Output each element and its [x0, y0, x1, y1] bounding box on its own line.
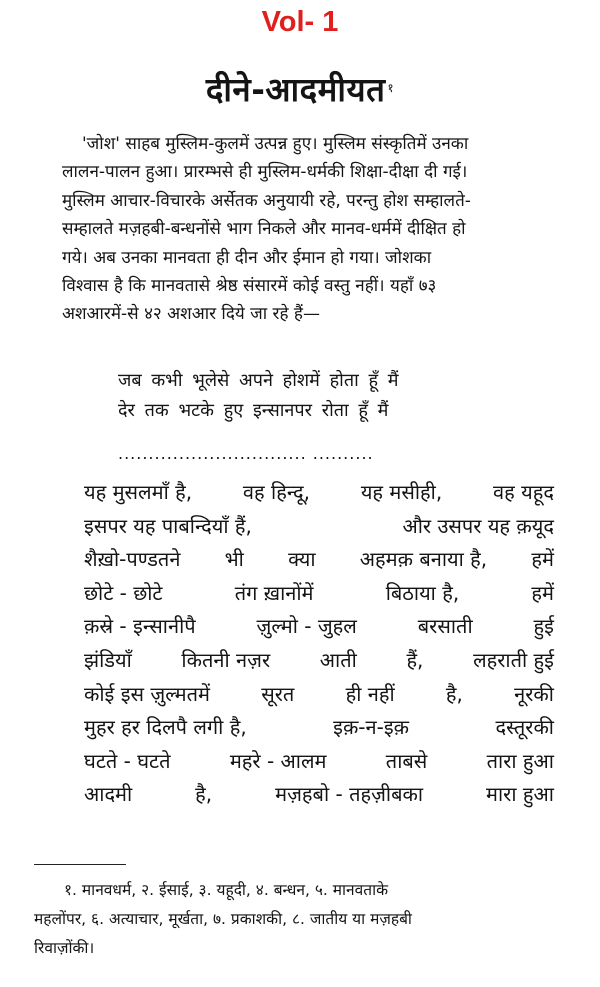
- poem-segment: क्या: [288, 547, 316, 572]
- poem-segment: यह मसीही,: [360, 480, 443, 504]
- intro-line: 'जोश' साहब मुस्लिम-कुलमें उत्पन्न हुए। मुस्लिम संस्कृतिमें उनका: [82, 134, 469, 154]
- poem-segment: आदमी: [84, 782, 133, 807]
- poem-line: [84, 476, 554, 510]
- poem-segment: मारा हुआ: [486, 782, 554, 807]
- poem-line: [84, 610, 554, 644]
- poem-segment: कोई इस ज़ुल्मतमें: [84, 681, 210, 706]
- footnote-line: महलोंपर, ६. अत्याचार, मूर्खता, ७. प्रकाशकी, ८. जातीय या मज़हबी: [34, 910, 412, 928]
- poem-segment: ताबसे: [385, 748, 428, 773]
- poem-segment: तंग ख़ानोंमें: [234, 580, 314, 605]
- poem-segment: ज़ुल्मो - जुहल: [256, 614, 357, 639]
- poem-segment: है,: [195, 782, 213, 807]
- poem-segment: आती: [319, 647, 357, 672]
- poem-line: [84, 678, 554, 712]
- intro-paragraph: [62, 130, 582, 329]
- poem-segment: कितनी नज़र: [181, 647, 271, 672]
- poem-line: [84, 745, 554, 779]
- poem-segment: नूरकी: [514, 681, 554, 706]
- page-title: [0, 66, 600, 114]
- poem-line: [84, 543, 554, 577]
- poem-segment: वह हिन्दू,: [242, 480, 310, 504]
- poem-segment: यह मुसलमाँ है,: [84, 480, 193, 504]
- intro-line: लालन-पालन हुआ। प्रारम्भसे ही मुस्लिम-धर्मकी शिक्षा-दीक्षा दी गई।: [62, 162, 468, 183]
- poem-segment: शैख़ो-पण्डतने: [84, 547, 181, 572]
- intro-line: अशआरमें-से ४२ अशआर दिये जा रहे हैं—: [62, 304, 320, 325]
- opening-couplet: [118, 366, 538, 426]
- poem-segment: सूरत: [261, 681, 295, 706]
- poem-segment: लहराती हुई: [473, 647, 554, 672]
- poem-segment: दस्तूरकी: [495, 715, 554, 740]
- title-text: दीने-आदमीयत: [205, 70, 386, 109]
- poem-line: [84, 510, 554, 544]
- poem-segment: बरसाती: [417, 614, 473, 639]
- poem-segment: हमें: [531, 547, 554, 572]
- poem-line: [84, 644, 554, 678]
- poem-segment: ही नहीं: [345, 681, 395, 706]
- poem-verses: [84, 476, 554, 812]
- footnote-line: १. मानवधर्म, २. ईसाई, ३. यहूदी, ४. बन्धन, ५. मानवताके: [64, 881, 389, 899]
- intro-line: गये। अब उनका मानवता ही दीन और ईमान हो गया। जोशका: [62, 247, 432, 268]
- poem-line: [84, 577, 554, 611]
- couplet-line: देर तक भटके हुए इन्सानपर रोता हूँ मैं: [118, 400, 389, 421]
- section-separator: ............................... ..........: [118, 444, 374, 463]
- poem-line: [84, 711, 554, 745]
- poem-segment: महरे - आलम: [229, 748, 327, 773]
- poem-line: [84, 778, 554, 812]
- poem-segment: और उसपर यह क़यूद: [402, 513, 554, 538]
- volume-label: Vol- 1: [261, 6, 339, 38]
- poem-segment: हमें: [531, 580, 554, 605]
- intro-line: विश्वास है कि मानवतासे श्रेष्ठ संसारमें कोई वस्तु नहीं। यहाँ ७३: [62, 276, 437, 297]
- poem-segment: छोटे - छोटे: [84, 580, 163, 605]
- poem-segment: हैं,: [406, 647, 424, 672]
- poem-segment: हुई: [533, 614, 554, 639]
- poem-segment: झंडियाँ: [84, 647, 132, 672]
- poem-segment: मुहर हर दिलपै लगी है,: [84, 715, 247, 740]
- couplet-line: जब कभी भूलेसे अपने होशमें होता हूँ मैं: [118, 370, 399, 391]
- poem-segment: है,: [445, 681, 463, 706]
- intro-line: सम्हालते मज़हबी-बन्धनोंसे भाग निकले और मानव-धर्ममें दीक्षित हो: [62, 219, 466, 240]
- title-footnote-mark: १: [387, 81, 395, 95]
- poem-segment: भी: [224, 547, 244, 572]
- poem-segment: तारा हुआ: [486, 748, 554, 773]
- footnote-line: रिवाज़ोंकी।: [34, 939, 95, 957]
- poem-segment: मज़हबो - तहज़ीबका: [275, 782, 424, 807]
- poem-segment: क़स्रे - इन्सानीपै: [84, 614, 196, 639]
- poem-segment: वह यहूद: [493, 480, 554, 504]
- poem-segment: अहमक़ बनाया है,: [359, 547, 488, 572]
- footnote-rule: [34, 864, 126, 865]
- intro-line: मुस्लिम आचार-विचारके अर्सेतक अनुयायी रहे, परन्तु होश सम्हालते-: [62, 190, 471, 211]
- poem-segment: बिठाया है,: [385, 580, 460, 605]
- poem-segment: इसपर यह पाबन्दियाँ हैं,: [84, 513, 252, 538]
- poem-segment: घटते - घटते: [84, 748, 171, 773]
- footnotes: [34, 876, 574, 963]
- poem-segment: इक़-न-इक़: [333, 715, 410, 740]
